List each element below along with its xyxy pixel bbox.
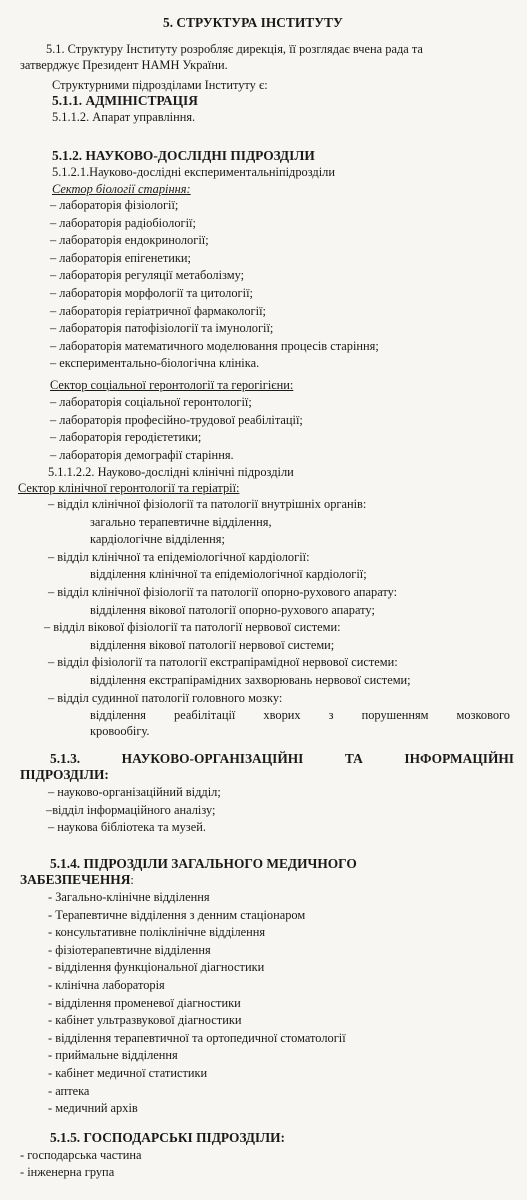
- list-item: – лабораторія соціальної геронтології;: [50, 395, 252, 409]
- list-item: – лабораторія регуляції метаболізму;: [50, 268, 245, 283]
- list-item: - інженерна група: [20, 1165, 115, 1179]
- intro-line: Структурними підрозділами Інституту є:: [52, 78, 268, 92]
- word: хворих: [263, 708, 301, 722]
- list-item: – лабораторія геріатричної фармакології;: [50, 303, 266, 318]
- list-item: – відділ судинної патології головного мозку:: [48, 690, 283, 705]
- list-item: - Терапевтичне відділення з денним стаціонаром: [48, 907, 306, 922]
- list-item: - кабінет медичної статистики: [48, 1066, 208, 1080]
- list-item: відділення вікової патології опорно-рухового апарату;: [90, 602, 375, 617]
- list-item: – лабораторія демографії старіння.: [50, 448, 234, 463]
- word: ТА: [344, 751, 363, 766]
- list-item: - клінічна лабораторія: [48, 978, 165, 992]
- intro-line: затверджує Президент НАМН України.: [20, 58, 228, 72]
- list-item: –відділ інформаційного аналізу;: [46, 802, 216, 817]
- list-item: – відділ клінічної фізіології та патології опорно-рухового апарату:: [48, 585, 398, 599]
- section-heading-511: 5.1.1. АДМІНІСТРАЦІЯ: [52, 93, 198, 108]
- list-item: – лабораторія професійно-трудової реабілітації;: [50, 412, 303, 427]
- list-item: - господарська частина: [20, 1148, 142, 1162]
- list-item: відділення вікової патології нервової системи;: [90, 637, 335, 652]
- list-item: - фізіотерапевтичне відділення: [48, 942, 211, 957]
- intro-line: 5.1. Структуру Інституту розробляє дирекція, її розглядає вчена рада та: [46, 42, 423, 56]
- list-item: - відділення функціональної діагностики: [48, 960, 265, 975]
- sector-title: Сектор біології старіння:: [52, 182, 191, 196]
- list-item: – лабораторія радіобіології;: [50, 215, 196, 230]
- list-item: - відділення променевої діагностики: [48, 995, 241, 1010]
- list-item: - консультативне поліклінічне відділення: [48, 925, 266, 940]
- list-item: – лабораторія математичного моделювання процесів старіння;: [50, 338, 379, 353]
- section-heading-515: 5.1.5. ГОСПОДАРСЬКІ ПІДРОЗДІЛИ:: [50, 1130, 285, 1145]
- subsection-heading: 5.1.1.2.2. Науково-дослідні клінічні підрозділи: [48, 465, 294, 479]
- list-item: кровообігу.: [90, 724, 150, 738]
- list-item: 5.1.1.2. Апарат управління.: [52, 110, 196, 124]
- list-item: – експериментально-біологічна клініка.: [50, 356, 260, 371]
- list-item: - кабінет ультразвукової діагностики: [48, 1013, 242, 1028]
- list-item: - відділення терапевтичної та ортопедичної стоматології: [48, 1030, 346, 1045]
- word: мозкового: [456, 708, 510, 722]
- list-item: – лабораторія морфології та цитології;: [50, 286, 253, 300]
- list-item: - приймальне відділення: [48, 1048, 178, 1063]
- list-item: – відділ клінічної та епідеміологічної кардіології:: [48, 549, 310, 564]
- list-item: – відділ клінічної фізіології та патології внутрішніх органів:: [48, 497, 367, 511]
- list-item: кардіологічне відділення;: [90, 532, 225, 547]
- list-item: - медичний архів: [48, 1101, 138, 1116]
- page-title: 5. СТРУКТУРА ІНСТИТУТУ: [163, 15, 343, 30]
- word: ІНФОРМАЦІЙНІ: [404, 751, 514, 766]
- section-heading-514: 5.1.4. ПІДРОЗДІЛИ ЗАГАЛЬНОГО МЕДИЧНОГО: [50, 856, 357, 871]
- word: НАУКОВО-ОРГАНІЗАЦІЙНІ: [121, 751, 304, 766]
- section-heading-513: [50, 751, 514, 766]
- list-item: – відділ фізіології та патології екстрапірамідної нервової системи:: [48, 655, 398, 670]
- section-heading-514-cont: ЗАБЕЗПЕЧЕННЯ:: [20, 872, 134, 887]
- list-item: відділення клінічної та епідеміологічної кардіології;: [90, 567, 367, 582]
- list-item: - аптека: [48, 1083, 90, 1098]
- list-item: – лабораторія епігенетики;: [50, 250, 191, 265]
- justified-line: [90, 708, 510, 723]
- list-item: – лабораторія фізіології;: [50, 198, 179, 212]
- list-item: – лабораторія геродієтетики;: [50, 430, 202, 445]
- sector-title: Сектор клінічної геронтології та геріатрії:: [18, 481, 240, 495]
- subsection-heading: 5.1.2.1.Науково-дослідні експериментальніпідрозділи: [52, 165, 335, 179]
- list-item: загально терапевтичне відділення,: [90, 514, 272, 529]
- list-item: – лабораторія патофізіології та імунології;: [50, 321, 274, 336]
- word: з: [328, 708, 334, 722]
- sector-title: Сектор соціальної геронтології та герогігієни:: [50, 378, 294, 392]
- section-heading-513-cont: ПІДРОЗДІЛИ:: [20, 767, 109, 782]
- list-item: – лабораторія ендокринології;: [50, 233, 209, 248]
- word: порушенням: [361, 708, 429, 722]
- list-item: – відділ вікової фізіології та патології нервової системи:: [44, 620, 341, 635]
- word: реабілітації: [174, 708, 236, 722]
- list-item: – науково-організаційний відділ;: [48, 785, 221, 799]
- list-item: - Загально-клінічне відділення: [48, 890, 210, 904]
- word: 5.1.3.: [50, 751, 81, 766]
- word: відділення: [90, 708, 146, 722]
- section-heading-512: 5.1.2. НАУКОВО-ДОСЛІДНІ ПІДРОЗДІЛИ: [52, 148, 315, 163]
- list-item: відділення екстрапірамідних захворювань нервової системи;: [90, 673, 411, 687]
- list-item: – наукова бібліотека та музей.: [48, 820, 206, 834]
